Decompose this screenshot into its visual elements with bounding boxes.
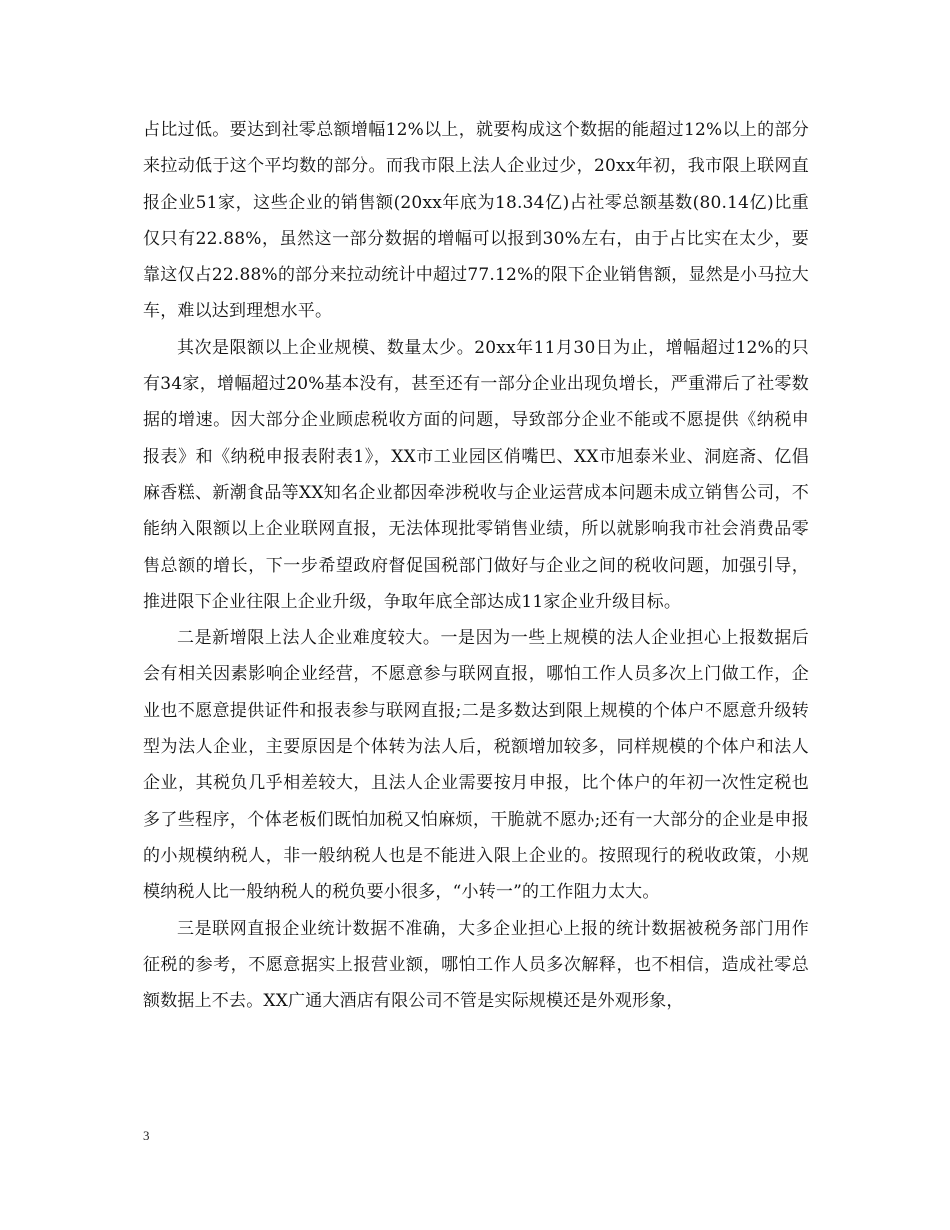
- page-number: 3: [143, 1128, 150, 1143]
- paragraph-1: 占比过低。要达到社零总额增幅12%以上，就要构成这个数据的能超过12%以上的部分来拉动低于这个平均数的部分。而我市限上法人企业过少，20xx年初，我市限上联网直报企业51家，这些企业的销售额(20xx年底为18.34亿)占社零总额基数(80.14亿)比重仅只有22.88%，虽然这一部分数据的增幅可以报到30%左右，由于占比实在太少，要靠这仅占22.88%的部分来拉动统计中超过77.12%的限下企业销售额，显然是小马拉大车，难以达到理想水平。: [143, 120, 809, 322]
- paragraph-4: 三是联网直报企业统计数据不准确，大多企业担心上报的统计数据被税务部门用作征税的参考，不愿意据实上报营业额，哪怕工作人员多次解释，也不相信，造成社零总额数据上不去。XX广通大酒店有限公司不管是实际规模还是外观形象，: [143, 918, 809, 1012]
- document-body: [143, 112, 809, 1019]
- paragraph-3: 二是新增限上法人企业难度较大。一是因为一些上规模的法人企业担心上报数据后会有相关因素影响企业经营，不愿意参与联网直报，哪怕工作人员多次上门做工作，企业也不愿意提供证件和报表参与联网直报;二是多数达到限上规模的个体户不愿意升级转型为法人企业，主要原因是个体转为法人后，税额增加较多，同样规模的个体户和法人企业，其税负几乎相差较大，且法人企业需要按月申报，比个体户的年初一次性定税也多了些程序，个体老板们既怕加税又怕麻烦，干脆就不愿办;还有一大部分的企业是申报的小规模纳税人，非一般纳税人也是不能进入限上企业的。按照现行的税收政策，小规模纳税人比一般纳税人的税负要小很多，“小转一”的工作阻力太大。: [143, 628, 809, 903]
- paragraph-2: 其次是限额以上企业规模、数量太少。20xx年11月30日为止，增幅超过12%的只有34家，增幅超过20%基本没有，甚至还有一部分企业出现负增长，严重滞后了社零数据的增速。因大部分企业顾虑税收方面的问题，导致部分企业不能或不愿提供《纳税申报表》和《纳税申报表附表1》，XX市工业园区俏嘴巴、XX市旭泰米业、洞庭斋、亿倡麻香糕、新潮食品等XX知名企业都因牵涉税收与企业运营成本问题未成立销售公司，不能纳入限额以上企业联网直报，无法体现批零销售业绩，所以就影响我市社会消费品零售总额的增长，下一步希望政府督促国税部门做好与企业之间的税收问题，加强引导，推进限下企业往限上企业升级，争取年底全部达成11家企业升级目标。: [143, 337, 809, 612]
